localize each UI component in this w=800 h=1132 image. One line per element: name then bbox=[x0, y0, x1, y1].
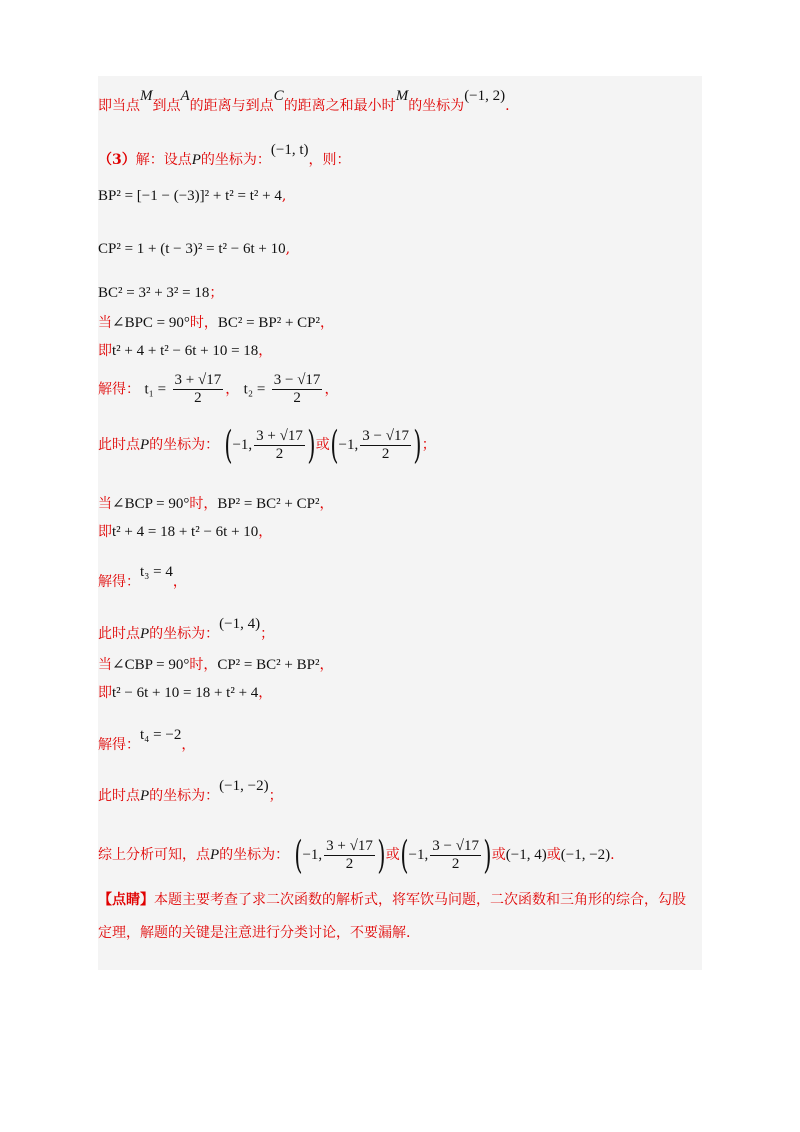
coordinate: (−1, 4) bbox=[219, 616, 261, 632]
coordinate-p: (−1, t) bbox=[270, 142, 309, 158]
text: 当 bbox=[98, 315, 112, 331]
point-m: M bbox=[140, 88, 153, 104]
note-line-2 bbox=[98, 923, 410, 943]
point-m: M bbox=[395, 88, 409, 104]
text: 此时点 bbox=[98, 437, 140, 453]
text: 定理，解题的关键是注意进行分类讨论，不要漏解. bbox=[98, 925, 411, 941]
equation: t² + 4 + t² − 6t + 10 = 18 bbox=[112, 343, 259, 359]
coordinate: (−1, −2) bbox=[219, 778, 269, 794]
text: 的坐标为： bbox=[149, 437, 220, 453]
angle: ∠BCP = 90° bbox=[112, 496, 190, 512]
case3-condition: 当∠CBP = 90°时，CP² = BC² + BP²， bbox=[98, 657, 334, 673]
text: 综上分析可知，点 bbox=[98, 847, 210, 863]
line-part3-intro: （3）解：设点P的坐标为：(−1, t)，则： bbox=[98, 142, 351, 168]
text: 解得： bbox=[98, 381, 140, 398]
text: 时， bbox=[189, 315, 218, 331]
case2-solution: 解得：t₃ = 4， bbox=[98, 564, 187, 590]
text: 的距离之和最小时 bbox=[283, 98, 396, 114]
case2-substitution: 即t² + 4 = 18 + t² − 6t + 10， bbox=[98, 524, 273, 540]
case1-substitution: 即t² + 4 + t² − 6t + 10 = 18， bbox=[98, 343, 273, 359]
equation: BP² = BC² + CP² bbox=[217, 496, 320, 512]
case1-result: 此时点P的坐标为： (−1, $\frac{3 + √17}{2}$ )或(−1, $\frac{3 - √17}{2}$ )； bbox=[98, 423, 436, 467]
point-c: C bbox=[273, 88, 284, 104]
eq-bp2: BP² = [−1 − (−3)]² + t² = t² + 4, bbox=[98, 188, 287, 204]
fraction: $\frac{3 + √17}{2}$ bbox=[174, 372, 222, 406]
equation: CP² = 1 + (t − 3)² = t² − 6t + 10 bbox=[98, 241, 286, 257]
text: 的距离与到点 bbox=[189, 98, 274, 114]
eq-cp2: CP² = 1 + (t − 3)² = t² − 6t + 10, bbox=[98, 241, 291, 257]
angle: ∠BPC = 90° bbox=[112, 315, 190, 331]
coordinate-m: (−1, 2) bbox=[464, 88, 506, 104]
point-a: A bbox=[180, 88, 190, 104]
text: 的坐标为： bbox=[200, 152, 271, 168]
equation: t² − 6t + 10 = 18 + t² + 4 bbox=[112, 685, 259, 701]
case1-solution: 解得： t₁ = $\frac{3 + √17}{2}$ ， t₂ = $\frac{3 - √17}{2}$ ， bbox=[98, 372, 339, 406]
text: 解：设点 bbox=[135, 152, 192, 168]
page-bottom bbox=[0, 970, 800, 1132]
text: 的坐标为 bbox=[408, 98, 465, 114]
t1: t₁ = bbox=[144, 381, 167, 398]
equation: BC² = BP² + CP² bbox=[217, 315, 321, 331]
t4: t₄ = −2 bbox=[140, 727, 182, 743]
angle: ∠CBP = 90° bbox=[112, 657, 190, 673]
line-min-distance: 即当点M到点A的距离与到点C的距离之和最小时M的坐标为(−1, 2). bbox=[98, 88, 510, 114]
summary: 综上分析可知，点P的坐标为： (−1, $\frac{3 + √17}{2}$ )或(−1, $\frac{3 - √17}{2}$ )或(−1, 4)或(−1, −2). bbox=[98, 833, 615, 877]
equation: BC² = 3² + 3² = 18 bbox=[98, 285, 210, 301]
case3-result: 此时点P的坐标为：(−1, −2)； bbox=[98, 778, 283, 804]
eq-bc2: BC² = 3² + 3² = 18； bbox=[98, 285, 224, 301]
case3-substitution: 即t² − 6t + 10 = 18 + t² + 4， bbox=[98, 685, 273, 701]
text: 本题主要考查了求二次函数的解析式，将军饮马问题，二次函数和三角形的综合，勾股 bbox=[154, 892, 686, 908]
t2: t₂ = bbox=[243, 381, 266, 398]
case3-solution: 解得：t₄ = −2， bbox=[98, 727, 196, 753]
case1-condition: 当∠BPC = 90°时，BC² = BP² + CP²， bbox=[98, 315, 335, 331]
note-line-1 bbox=[98, 890, 686, 910]
text: 即当点 bbox=[98, 98, 140, 114]
note-tag: 【点睛】 bbox=[98, 892, 154, 908]
equation: BP² = [−1 − (−3)]² + t² = t² + 4 bbox=[98, 188, 282, 204]
part-tag: （3） bbox=[98, 152, 136, 168]
text: ，则： bbox=[308, 152, 351, 168]
equation: t² + 4 = 18 + t² − 6t + 10 bbox=[112, 524, 259, 540]
case2-result: 此时点P的坐标为：(−1, 4)； bbox=[98, 616, 275, 642]
text: 到点 bbox=[152, 98, 181, 114]
t3: t₃ = 4 bbox=[140, 564, 173, 580]
equation: CP² = BC² + BP² bbox=[217, 657, 320, 673]
fraction: $\frac{3 - √17}{2}$ bbox=[273, 372, 321, 406]
case2-condition: 当∠BCP = 90°时，BP² = BC² + CP²， bbox=[98, 496, 334, 512]
